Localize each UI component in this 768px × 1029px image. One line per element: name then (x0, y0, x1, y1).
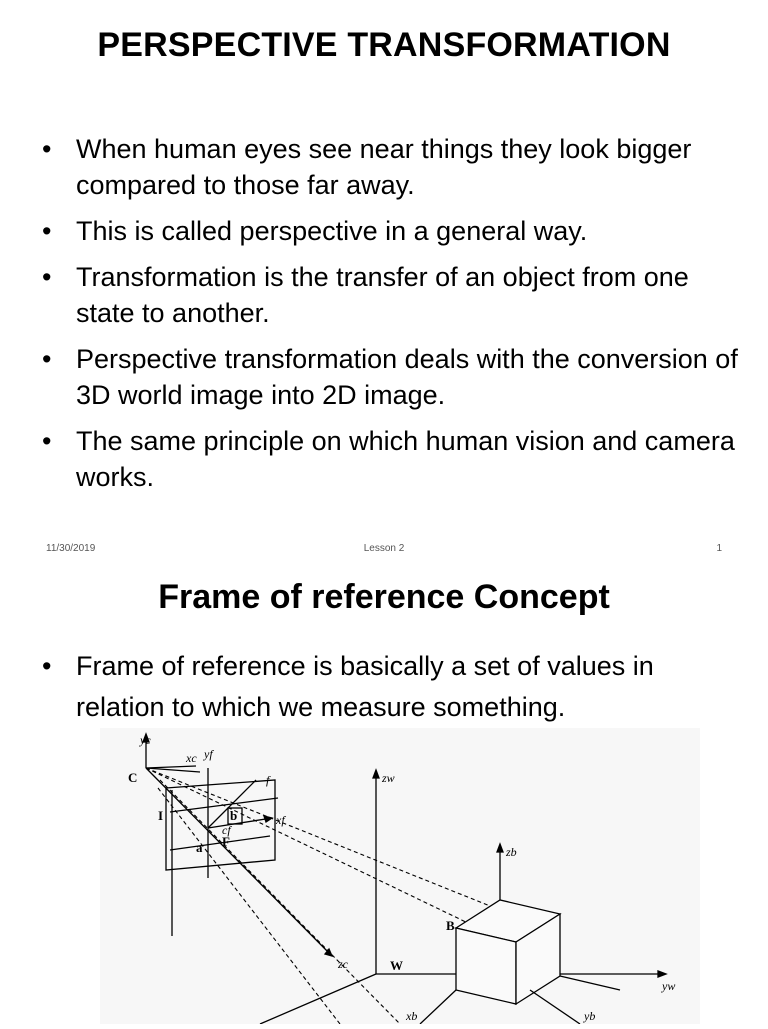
slide-title-2: Frame of reference Concept (158, 578, 610, 616)
label-a: a (196, 840, 203, 855)
label-xb: xb (406, 1009, 418, 1023)
label-f: F (222, 834, 230, 849)
bullet-item: • This is called perspective in a general way. (42, 213, 742, 249)
diagram-svg (100, 728, 700, 1024)
bullet-item: • Perspective transformation deals with the conversion of 3D world image into 2D image. (42, 341, 742, 413)
bullet-list (42, 131, 742, 505)
bullet-item: • Frame of reference is basically a set of values in relation to which we measure something. (42, 646, 742, 728)
bullet-item: • Transformation is the transfer of an object from one state to another. (42, 259, 742, 331)
label-xc: xc (186, 751, 197, 765)
label-f-small: f (266, 773, 270, 787)
label-i: I (158, 808, 164, 823)
label-yw: yw (662, 979, 676, 993)
label-zc: zc (338, 957, 348, 971)
frame-of-reference-diagram (100, 728, 700, 1024)
label-w: W (390, 958, 403, 973)
label-yb: yb (584, 1009, 596, 1023)
label-b: b (230, 808, 238, 823)
bullet-item: • When human eyes see near things they look bigger compared to those far away. (42, 131, 742, 203)
footer-lesson: Lesson 2 (363, 543, 405, 554)
label-box-b: B (446, 918, 455, 933)
label-zb: zb (506, 845, 517, 859)
bullet-item: • The same principle on which human vision and camera works. (42, 423, 742, 495)
slide-title: PERSPECTIVE TRANSFORMATION (97, 26, 671, 64)
object-box (420, 844, 620, 1024)
label-xf: xf (276, 813, 285, 827)
label-c: C (128, 770, 138, 785)
footer-date: 11/30/2019 (46, 543, 96, 554)
bullet-list-2 (42, 646, 742, 738)
footer-page-number: 1 (716, 543, 722, 554)
label-zw: zw (382, 771, 395, 785)
image-plane (166, 768, 278, 936)
label-yc: yc (140, 733, 151, 747)
label-yf: yf (204, 747, 213, 761)
label-cf: cf (222, 823, 231, 837)
